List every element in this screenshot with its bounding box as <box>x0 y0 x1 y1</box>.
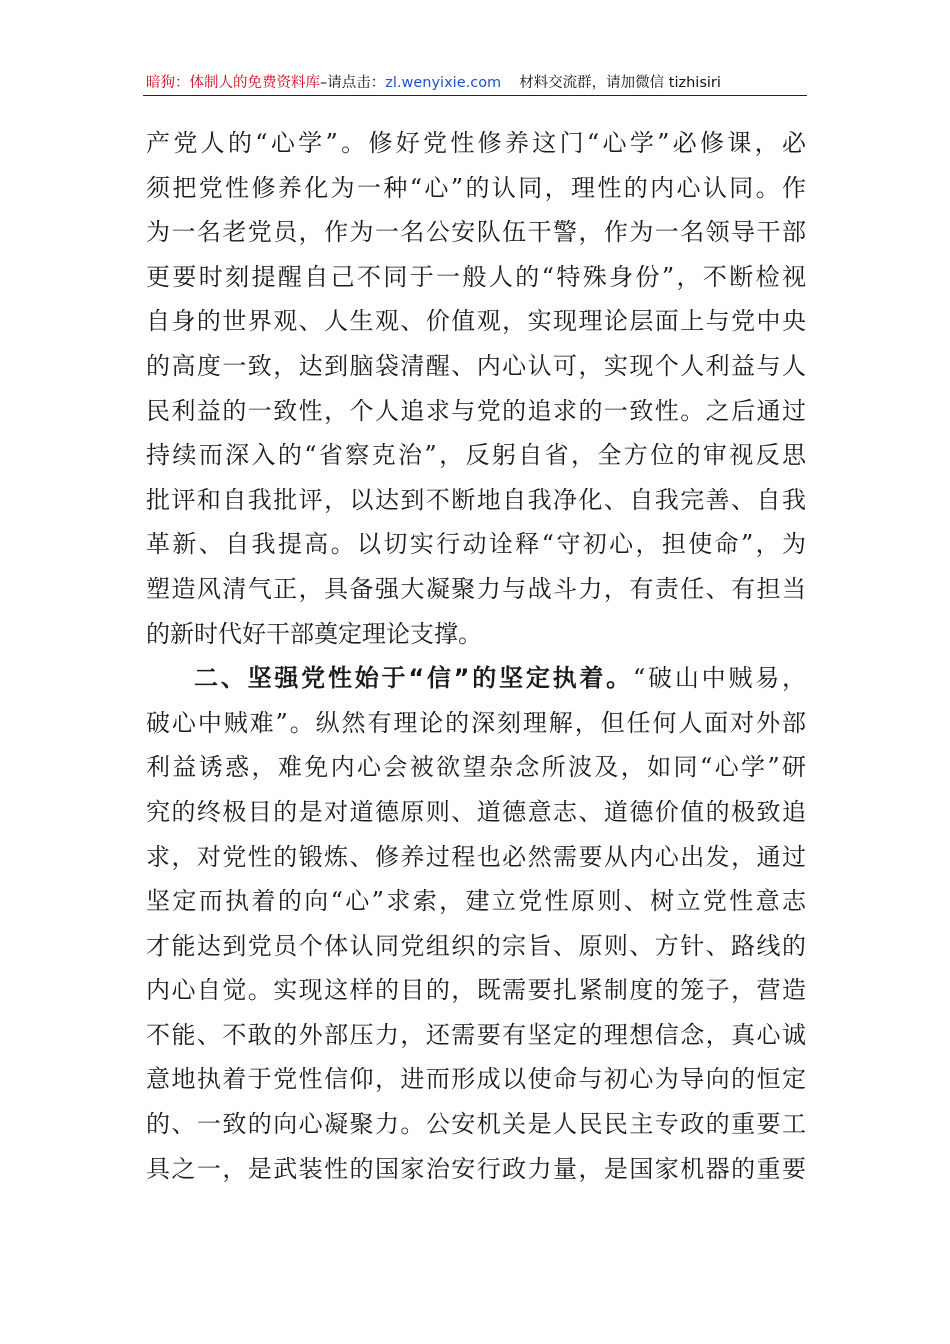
text-line: 持续而深入的“省察克治”，反躬自省，全方位的审视反思 <box>146 441 806 470</box>
text-line: 更要时刻提醒自己不同于一般人的“特殊身份”，不断检视 <box>146 262 806 291</box>
text-line: 塑造风清气正，具备强大凝聚力与战斗力，有责任、有担当 <box>146 574 806 603</box>
text-line: 革新、自我提高。以切实行动诠释“守初心，担使命”，为 <box>146 530 806 559</box>
paragraph-1 <box>146 121 806 656</box>
text-line: 批评和自我批评，以达到不断地自我净化、自我完善、自我 <box>146 485 806 514</box>
section-heading-line <box>146 656 806 701</box>
text-line: 破心中贼难”。纵然有理论的深刻理解，但任何人面对外部 <box>146 708 806 737</box>
text-line: 为一名老党员，作为一名公安队伍干警，作为一名领导干部 <box>146 218 806 247</box>
text-line: 意地执着于党性信仰，进而形成以使命与初心为导向的恒定 <box>146 1065 806 1094</box>
text-line: 究的终极目的是对道德原则、道德意志、道德价值的极致追 <box>146 797 806 826</box>
text-line: 才能达到党员个体认同党组织的宗旨、原则、方针、路线的 <box>146 931 806 960</box>
page-header <box>146 70 806 96</box>
text-line: 的高度一致，达到脑袋清醒、内心认可，实现个人利益与人 <box>146 351 806 380</box>
header-click-prefix: –请点击： <box>320 75 386 91</box>
text-line: 的新时代好干部奠定理论支撑。 <box>146 619 482 648</box>
text-line: 求，对党性的锻炼、修养过程也必然需要从内心出发，通过 <box>146 842 806 871</box>
section-heading: 二、坚强党性始于“信”的坚定执着。 <box>194 664 633 693</box>
text-line: 民利益的一致性，个人追求与党的追求的一致性。之后通过 <box>146 396 806 425</box>
paragraph-2 <box>146 656 806 1191</box>
text-line: 内心自觉。实现这样的目的，既需要扎紧制度的笼子，营造 <box>146 976 806 1005</box>
text-line: 须把党性修养化为一种“心”的认同，理性的内心认同。作 <box>146 173 806 202</box>
header-brand: 暗狗：体制人的免费资料库 <box>146 75 320 91</box>
document-body <box>146 121 806 1191</box>
text-line: 的、一致的向心凝聚力。公安机关是人民民主专政的重要工 <box>146 1110 806 1139</box>
text-line: 产党人的“心学”。修好党性修养这门“心学”必修课，必 <box>146 129 806 157</box>
header-group-note: 材料交流群，请加微信 tizhisiri <box>519 75 721 91</box>
text-line: 坚定而执着的向“心”求索，建立党性原则、树立党性意志 <box>146 887 806 916</box>
text-line: 具之一，是武装性的国家治安行政力量，是国家机器的重要 <box>146 1154 806 1183</box>
header-url-link[interactable]: zl.wenyixie.com <box>385 75 502 91</box>
header-divider <box>143 95 807 96</box>
text-line: 不能、不敢的外部压力，还需要有坚定的理想信念，真心诚 <box>146 1020 806 1049</box>
heading-line-rest: “破山中贼易， <box>632 664 806 693</box>
text-line: 自身的世界观、人生观、价值观，实现理论层面上与党中央 <box>146 307 806 336</box>
text-line: 利益诱惑，难免内心会被欲望杂念所波及，如同“心学”研 <box>146 753 806 782</box>
